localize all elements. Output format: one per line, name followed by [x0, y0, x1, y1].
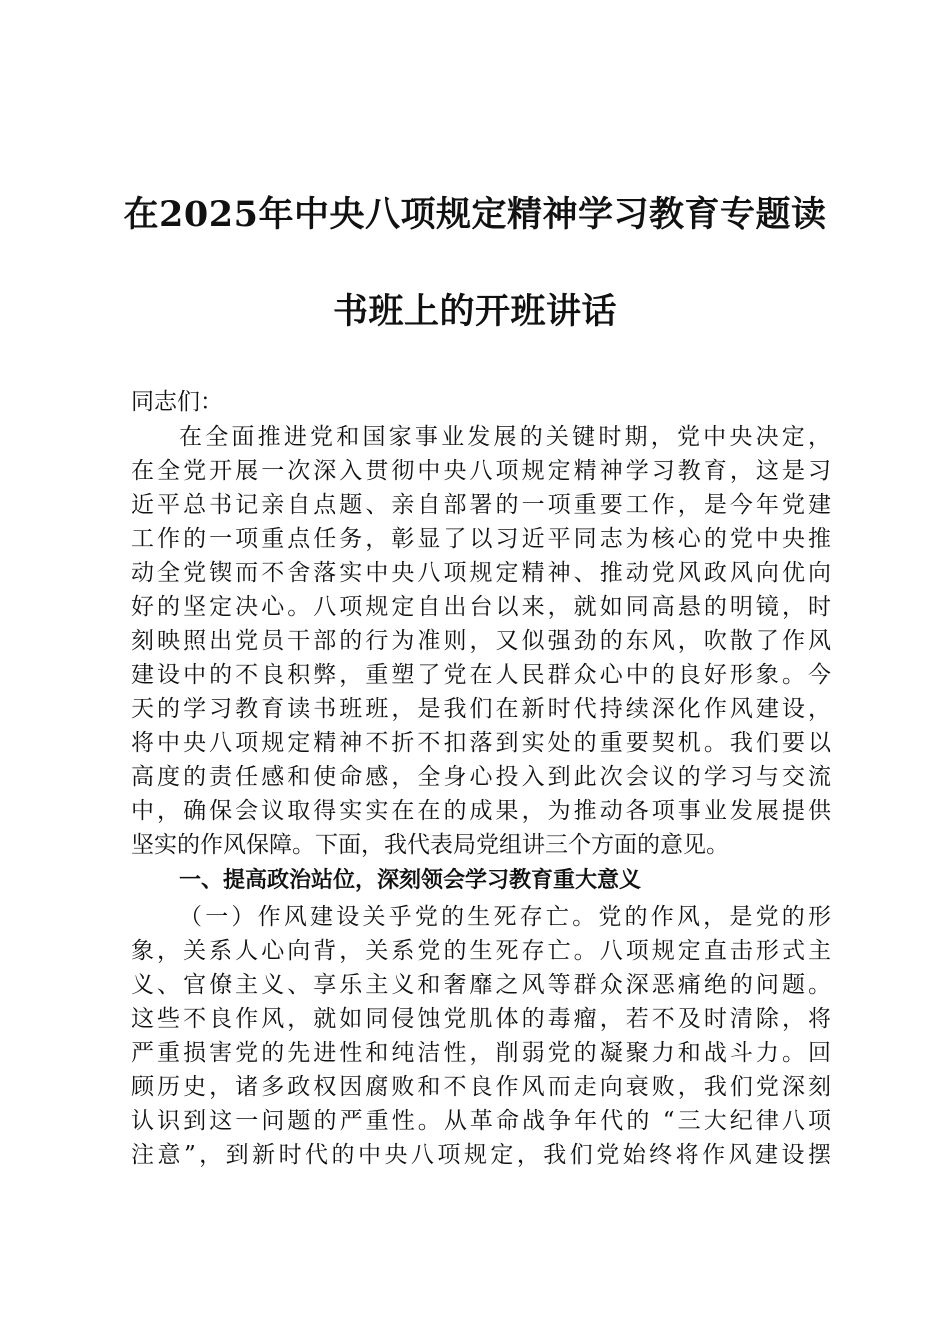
paragraph-line: 近平总书记亲自点题、亲自部署的一项重要工作，是今年党建 — [131, 492, 831, 518]
paragraph-line: 在全党开展一次深入贯彻中央八项规定精神学习教育，这是习 — [131, 458, 831, 484]
salutation: 同志们： — [131, 389, 223, 415]
paragraph-line: 高度的责任感和使命感，全身心投入到此次会议的学习与交流 — [131, 764, 831, 790]
paragraph-line: 建设中的不良积弊，重塑了党在人民群众心中的良好形象。今 — [131, 662, 831, 688]
paragraph-line: 中，确保会议取得实实在在的成果，为推动各项事业发展提供 — [131, 798, 831, 824]
paragraph-line: 顾历史，诸多政权因腐败和不良作风而走向衰败，我们党深刻 — [131, 1074, 831, 1100]
paragraph-line: 在全面推进党和国家事业发展的关键时期，党中央决定， — [179, 424, 831, 450]
paragraph-line: 工作的一项重点任务，彰显了以习近平同志为核心的党中央推 — [131, 526, 831, 552]
paragraph-line: 坚实的作风保障。下面，我代表局党组讲三个方面的意见。 — [131, 832, 729, 858]
paragraph-line: 严重损害党的先进性和纯洁性，削弱党的凝聚力和战斗力。回 — [131, 1040, 831, 1066]
paragraph-line: 认识到这一问题的严重性。从革命战争年代的 “三大纪律八项 — [131, 1108, 831, 1134]
paragraph-line: 注意”，到新时代的中央八项规定，我们党始终将作风建设摆 — [131, 1142, 831, 1168]
paragraph-line: 好的坚定决心。八项规定自出台以来，就如同高悬的明镜，时 — [131, 594, 831, 620]
paragraph-line: 天的学习教育读书班班，是我们在新时代持续深化作风建设， — [131, 696, 831, 722]
paragraph-line: 义、官僚主义、享乐主义和奢靡之风等群众深恶痛绝的问题。 — [131, 972, 831, 998]
section-heading: 一、提高政治站位，深刻领会学习教育重大意义 — [179, 868, 642, 893]
paragraph-line: （一）作风建设关乎党的生死存亡。党的作风，是党的形 — [179, 904, 831, 930]
document-title-line-2: 书班上的开班讲话 — [332, 291, 617, 332]
paragraph-line: 刻映照出党员干部的行为准则，又似强劲的东风，吹散了作风 — [131, 628, 831, 654]
paragraph-line: 动全党锲而不舍落实中央八项规定精神、推动党风政风向优向 — [131, 560, 831, 586]
paragraph-line: 象，关系人心向背，关系党的生死存亡。八项规定直击形式主 — [131, 938, 831, 964]
paragraph-line: 将中央八项规定精神不折不扣落到实处的重要契机。我们要以 — [131, 730, 831, 756]
document-title-line-1: 在2025年中央八项规定精神学习教育专题读 — [123, 194, 827, 235]
paragraph-line: 这些不良作风，就如同侵蚀党肌体的毒瘤，若不及时清除，将 — [131, 1006, 831, 1032]
